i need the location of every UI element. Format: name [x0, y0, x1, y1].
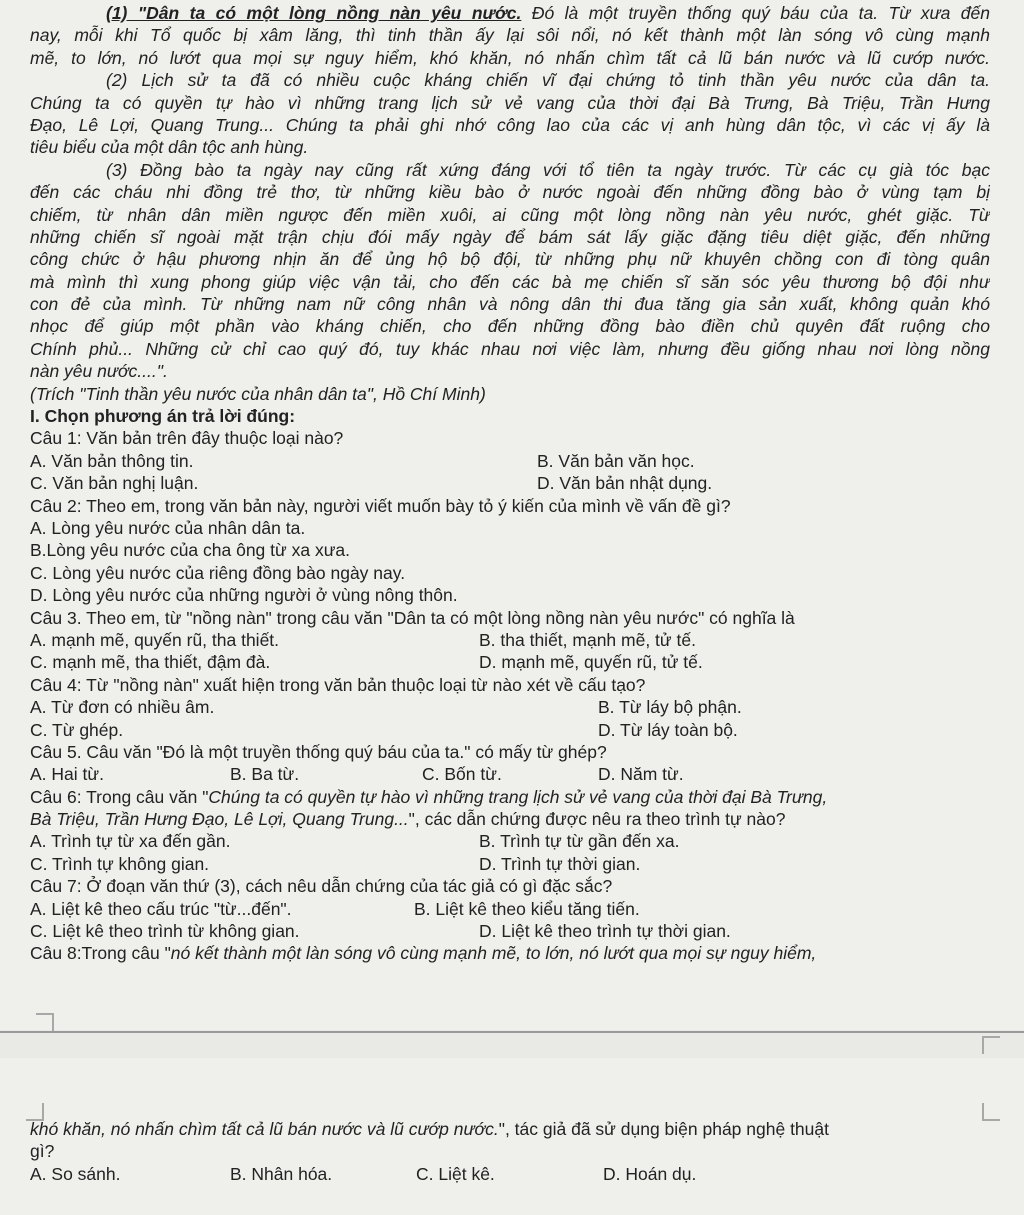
passage-line: con đẻ của mình. Từ những nam nữ công nhân và nông dân thi đua tăng gia sản xuất, không quản khó: [30, 294, 990, 315]
question-text: ", các dẫn chứng được nêu ra theo trình tự nào?: [408, 809, 786, 830]
question-text: Câu 8:Trong câu ": [30, 943, 171, 964]
page-bottom-content: [30, 1118, 990, 1185]
crop-corner-mark: [36, 1013, 54, 1031]
question-quote: Bà Triệu, Trần Hưng Đạo, Lê Lợi, Quang Trung...: [30, 809, 409, 830]
option-a: A. Văn bản thông tin.: [30, 450, 194, 471]
reading-passage: [30, 0, 990, 965]
passage-line: Chúng ta có quyền tự hào vì những trang lịch sử vẻ vang của thời đại Bà Trưng, Bà Triệu, Trần Hưng: [30, 92, 990, 113]
crop-corner-mark: [982, 1036, 1000, 1054]
options-row: [30, 920, 990, 942]
passage-line: nhọc để giúp một phần vào kháng chiến, cho đến những đồng bào điền chủ quyên đất ruộng cho: [30, 316, 990, 337]
question-4: Câu 4: Từ "nồng nàn" xuất hiện trong văn bản thuộc loại từ nào xét về cấu tạo?: [30, 674, 646, 695]
question-5: Câu 5. Câu văn "Đó là một truyền thống quý báu của ta." có mấy từ ghép?: [30, 741, 607, 762]
options-row: [30, 763, 990, 785]
option-d: D. Lòng yêu nước của những người ở vùng nông thôn.: [30, 585, 458, 606]
options-row: [30, 696, 990, 718]
option-c: C. Bốn từ.: [422, 764, 502, 785]
option-c: C. Trình tự không gian.: [30, 853, 210, 874]
option-c: C. Từ ghép.: [30, 719, 124, 740]
question-8-cont: [30, 1118, 990, 1140]
option-b: B. tha thiết, mạnh mẽ, tử tế.: [479, 629, 696, 650]
passage-line: (3) Đồng bào ta ngày nay cũng rất xứng đáng với tổ tiên ta ngày trước. Từ các cụ già tóc bạc: [106, 159, 990, 180]
passage-quote: (1) "Dân ta có một lòng nồng nàn yêu nước.: [106, 3, 522, 23]
question-quote: nó kết thành một làn sóng vô cùng mạnh mẽ, to lớn, nó lướt qua mọi sự nguy hiểm,: [170, 943, 817, 964]
option-d: D. Trình tự thời gian.: [479, 853, 641, 874]
option-d: D. mạnh mẽ, quyến rũ, tử tế.: [479, 652, 703, 673]
question-quote: Chúng ta có quyền tự hào vì những trang lịch sử vẻ vang của thời đại Bà Trưng,: [208, 786, 828, 807]
options-row: [30, 719, 990, 741]
options-row: [30, 629, 990, 651]
page-divider: [0, 1031, 1024, 1033]
question-1: Câu 1: Văn bản trên đây thuộc loại nào?: [30, 428, 344, 449]
option-a: A. Liệt kê theo cấu trúc "từ...đến".: [30, 898, 292, 919]
option-b: B. Từ láy bộ phận.: [598, 697, 742, 718]
option-b: B. Văn bản văn học.: [537, 450, 695, 471]
option-c: C. Liệt kê theo trình từ không gian.: [30, 921, 300, 942]
question-8-end: gì?: [30, 1141, 55, 1162]
option-a: A. Hai từ.: [30, 764, 104, 785]
question-3: Câu 3. Theo em, từ "nồng nàn" trong câu văn "Dân ta có một lòng nồng nàn yêu nước" có nghĩa là: [30, 607, 795, 628]
passage-line: những chiến sĩ ngoài mặt trận chịu đói mấy ngày để bám sát lấy giặc đặng tiêu diệt giặc, đến những: [30, 226, 990, 247]
passage-line: chiếm, từ nhân dân miền ngược đến miền xuôi, ai cũng một lòng nồng nàn yêu nước, ghét giặc. Từ: [30, 204, 990, 225]
passage-line: Chính phủ... Những cử chỉ cao quý đó, tuy khác nhau nơi việc làm, nhưng đều giống nhau nơi lòng nồng: [30, 338, 990, 359]
options-row: [30, 898, 990, 920]
option-c: C. Lòng yêu nước của riêng đồng bào ngày nay.: [30, 562, 406, 583]
option-a: A. So sánh.: [30, 1163, 121, 1184]
passage-line: [30, 2, 990, 24]
option-d: D. Liệt kê theo trình tự thời gian.: [479, 921, 731, 942]
passage-line: nay, mỗi khi Tổ quốc bị xâm lăng, thì tinh thần ấy lại sôi nổi, nó kết thành một làn sóng vô cùng mạnh: [30, 25, 990, 46]
question-text: ", tác giả đã sử dụng biện pháp nghệ thuật: [498, 1119, 829, 1139]
option-d: D. Văn bản nhật dụng.: [537, 473, 713, 494]
options-row: [30, 450, 990, 472]
passage-line: nàn yêu nước....".: [30, 361, 168, 382]
option-d: D. Từ láy toàn bộ.: [598, 719, 738, 740]
question-8: [30, 942, 990, 964]
options-row: [30, 853, 990, 875]
option-a: A. mạnh mẽ, quyến rũ, tha thiết.: [30, 629, 280, 650]
passage-line: đến các cháu nhi đồng trẻ thơ, từ những kiều bào ở nước ngoài đến những đồng bào ở vùng tạm bị: [30, 182, 990, 203]
options-row: [30, 472, 990, 494]
passage-line: (2) Lịch sử ta đã có nhiều cuộc kháng chiến vĩ đại chứng tỏ tinh thần yêu nước của dân ta.: [106, 70, 990, 91]
option-c: C. Liệt kê.: [416, 1163, 495, 1184]
passage-line: công chức ở hậu phương nhịn ăn để ủng hộ bộ đội, từ những phụ nữ khuyên chồng con đi tòng quân: [30, 249, 990, 270]
question-7: Câu 7: Ở đoạn văn thứ (3), cách nêu dẫn chứng của tác giả có gì đặc sắc?: [30, 876, 613, 897]
passage-source: (Trích "Tinh thần yêu nước của nhân dân ta", Hồ Chí Minh): [30, 383, 486, 404]
section-title: I. Chọn phương án trả lời đúng:: [30, 406, 296, 427]
options-row: [30, 1163, 990, 1185]
passage-line: tiêu biểu của một dân tộc anh hùng.: [30, 137, 309, 158]
option-c: C. Văn bản nghị luận.: [30, 473, 199, 494]
question-text: Câu 6: Trong câu văn ": [30, 786, 209, 807]
option-b: B. Liệt kê theo kiểu tăng tiến.: [414, 898, 640, 919]
option-b: B. Trình tự từ gần đến xa.: [479, 831, 680, 852]
option-d: D. Hoán dụ.: [603, 1163, 697, 1184]
option-b: B.Lòng yêu nước của cha ông từ xa xưa.: [30, 540, 350, 561]
question-6-cont: [30, 808, 990, 830]
option-a: A. Trình tự từ xa đến gần.: [30, 831, 231, 852]
question-quote: khó khăn, nó nhấn chìm tất cả lũ bán nước và lũ cướp nước.: [30, 1119, 499, 1139]
question-6: [30, 786, 990, 808]
option-a: A. Lòng yêu nước của nhân dân ta.: [30, 517, 306, 538]
passage-line: mẽ, to lớn, nó lướt qua mọi sự nguy hiểm, khó khăn, nó nhấn chìm tất cả lũ bán nước và lũ cướp nước.: [30, 47, 990, 68]
option-c: C. mạnh mẽ, tha thiết, đậm đà.: [30, 652, 271, 673]
passage-text: Đó là một truyền thống quý báu của ta. Từ xưa đến: [521, 3, 990, 23]
passage-line: Đạo, Lê Lợi, Quang Trung... Chúng ta phải ghi nhớ công lao của các vị anh hùng dân tộc, vì các vị ấy là: [30, 114, 990, 135]
options-row: [30, 830, 990, 852]
option-a: A. Từ đơn có nhiều âm.: [30, 697, 215, 718]
question-2: Câu 2: Theo em, trong văn bản này, người viết muốn bày tỏ ý kiến của mình về vấn đề gì?: [30, 495, 731, 516]
option-d: D. Năm từ.: [598, 764, 684, 785]
passage-line: mà mình thì xung phong giúp việc vận tải, cho đến các bà mẹ chiến sĩ săn sóc yêu thương bộ đội như: [30, 271, 990, 292]
option-b: B. Nhân hóa.: [230, 1163, 333, 1184]
option-b: B. Ba từ.: [230, 764, 300, 785]
options-row: [30, 651, 990, 673]
